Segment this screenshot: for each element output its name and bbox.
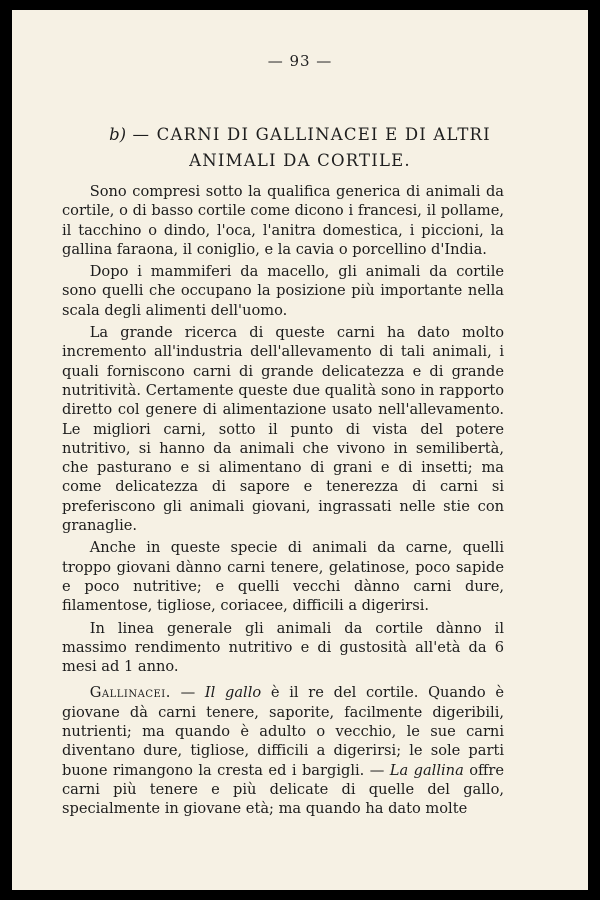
gallo-text: è il re del cortile. Quando è giovane dà carni tenere, saporite, facilmente digeribili, nutrienti; ma quando è adulto o vecchio, le sue carni diventano dure, tigliose, difficili a digerirsi; le sole parti buone rimangono la cresta ed i bargigli. — [62, 684, 504, 779]
body-text — [62, 182, 504, 819]
book-page — [12, 10, 588, 890]
paragraph-5: In linea generale gli animali da cortile dànno il massimo rendimento nutritivo e di gustosità all'età da 6 mesi ad 1 anno. — [62, 619, 504, 676]
gallinacei-label: Gallinacei. — [89, 684, 171, 702]
paragraph-3: La grande ricerca di queste carni ha dato molto incremento all'industria dell'allevamento di tali animali, i quali forniscono carni di grande delicatezza e di grande nutritività. Certamente queste due qualità sono in rapporto diretto col genere di alimentazione usato nell'allevamento. Le migliori carni, sotto il punto di vista del potere nutritivo, si hanno da animali che vivono in semilibertà, che pasturano e si alimentano di grani e di insetti; ma come delicatezza di sapore e tenerezza di carni si preferiscono gli animali giovani, ingrassati nelle stie con granaglie. — [62, 324, 504, 535]
heading-line-2: ANIMALI DA CORTILE. — [189, 151, 411, 170]
heading-text-1: — CARNI DI GALLINACEI E DI ALTRI — [126, 125, 491, 144]
paragraph-2: Dopo i mammiferi da macello, gli animali da cortile sono quelli che occupano la posizione più importante nella scala degli alimenti dell'uomo. — [62, 263, 504, 319]
paragraph-4: Anche in queste specie di animali da carne, quelli troppo giovani dànno carni tenere, gelatinose, poco sapide e poco nutritive; e quelli vecchi dànno carni dure, filamentose, tigliose, coriacee, difficili a digerirsi. — [62, 539, 504, 615]
term-la-gallina: La gallina — [389, 761, 464, 779]
dash: — — [364, 761, 390, 779]
term-il-gallo: Il gallo — [204, 684, 262, 702]
dash: — — [170, 684, 205, 702]
paragraph-1: Sono compresi sotto la qualifica generica di animali da cortile, o di basso cortile come dicono i francesi, il pollame, il tacchino o dindo, l'oca, l'anitra domestica, i piccioni, la gallina faraona, il coniglio, e la cavia o porcellino d'India. — [62, 183, 504, 258]
heading-line-1 — [52, 122, 548, 148]
paragraph-gallinacei — [62, 683, 504, 818]
gallina-text: offre carni più tenere e più delicate di quelle del gallo, specialmente in giovane età; ma quando ha dato molte — [62, 761, 504, 818]
section-heading — [52, 122, 548, 174]
page-number: — 93 — — [267, 52, 333, 70]
heading-label: b) — [109, 125, 127, 144]
